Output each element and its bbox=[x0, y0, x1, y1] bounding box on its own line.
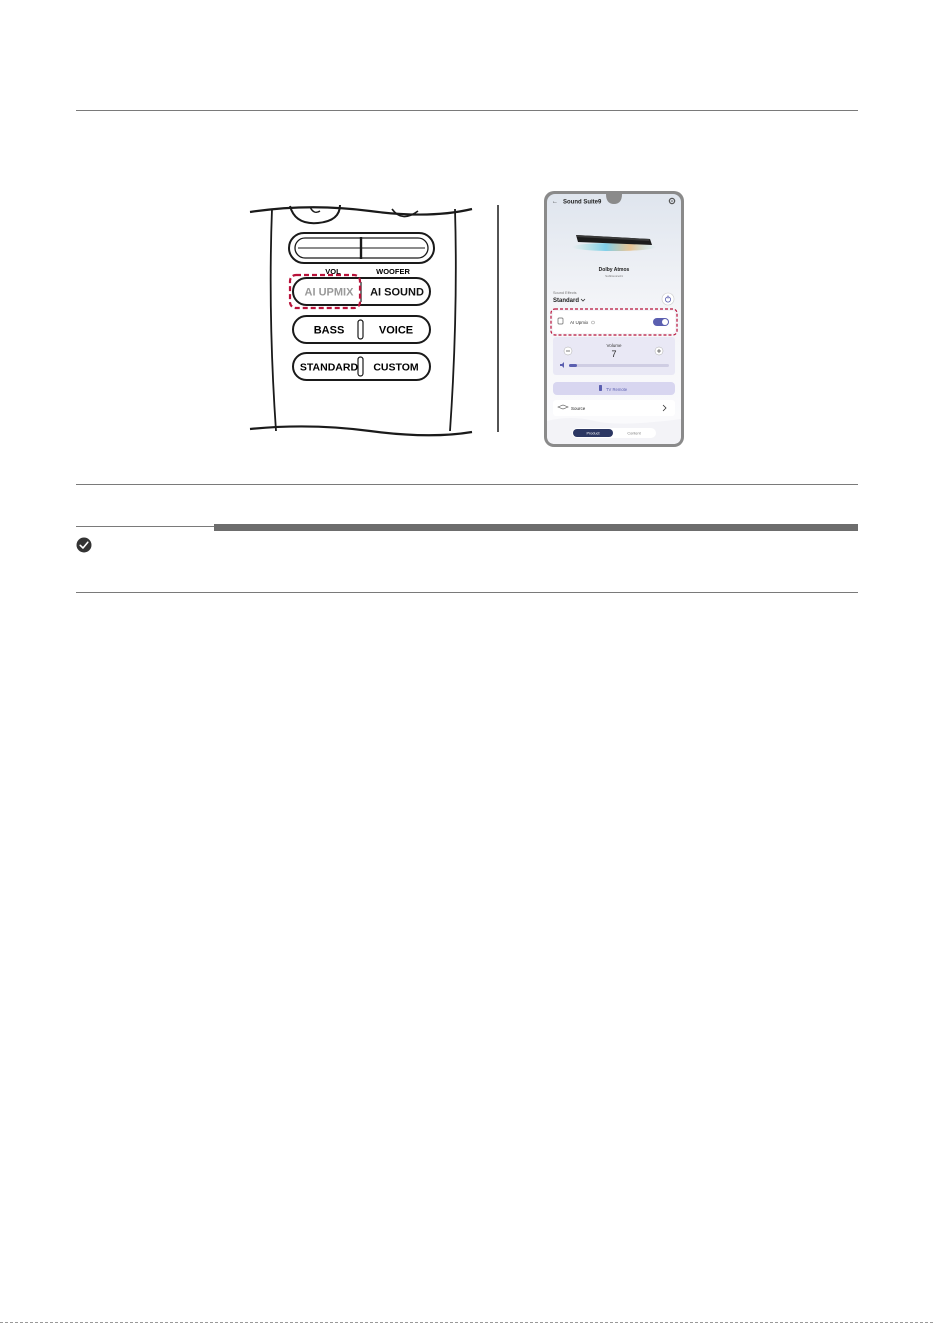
check-circle-icon bbox=[76, 537, 92, 553]
remote-control bbox=[250, 205, 472, 435]
sound-effects-label: Sound Effects bbox=[553, 291, 577, 295]
figure-bottom-rule bbox=[76, 484, 858, 485]
vol-woofer-rocker[interactable] bbox=[289, 233, 434, 263]
volume-plus-button[interactable] bbox=[655, 347, 663, 355]
ai-sound-button-label: AI SOUND bbox=[370, 286, 424, 299]
top-rule bbox=[76, 110, 858, 111]
bass-button-label: BASS bbox=[313, 324, 345, 337]
illustration bbox=[240, 185, 700, 455]
ai-upmix-toggle[interactable] bbox=[653, 318, 669, 326]
dolby-atmos-label: Dolby Atmos bbox=[598, 267, 630, 273]
vol-label: VOL bbox=[325, 267, 341, 276]
app-title: Sound Suite9 bbox=[563, 199, 602, 206]
ai-upmix-label: AI Upmix bbox=[570, 320, 589, 325]
tab-product-label: Product bbox=[586, 431, 600, 436]
source-label: Source bbox=[571, 406, 586, 411]
woofer-label: WOOFER bbox=[376, 267, 410, 276]
volume-value: 7 bbox=[611, 349, 617, 359]
volume-minus-button[interactable] bbox=[564, 347, 572, 355]
ai-upmix-button-label: AI UPMIX bbox=[304, 286, 354, 299]
page-bottom-edge bbox=[0, 1322, 933, 1323]
standard-button-label: STANDARD bbox=[299, 361, 359, 374]
tab-content-label[interactable]: Content bbox=[627, 431, 641, 436]
volume-label: Volume bbox=[606, 343, 622, 348]
volume-slider-fill bbox=[569, 364, 577, 367]
device-model-label: SubDevice01 bbox=[605, 274, 623, 278]
note-bottom-rule bbox=[76, 592, 858, 593]
phone-mockup bbox=[544, 191, 684, 447]
note-header-thin-line bbox=[76, 526, 216, 527]
sound-effects-value[interactable]: Standard bbox=[553, 298, 580, 304]
back-icon[interactable]: ← bbox=[552, 199, 558, 205]
tv-remote-label: TV Remote bbox=[606, 387, 628, 392]
power-icon[interactable] bbox=[662, 293, 674, 305]
volume-slider[interactable] bbox=[569, 364, 669, 367]
custom-button-label: CUSTOM bbox=[373, 361, 419, 374]
note-header-bar bbox=[214, 524, 858, 531]
voice-button-label: VOICE bbox=[378, 324, 414, 337]
